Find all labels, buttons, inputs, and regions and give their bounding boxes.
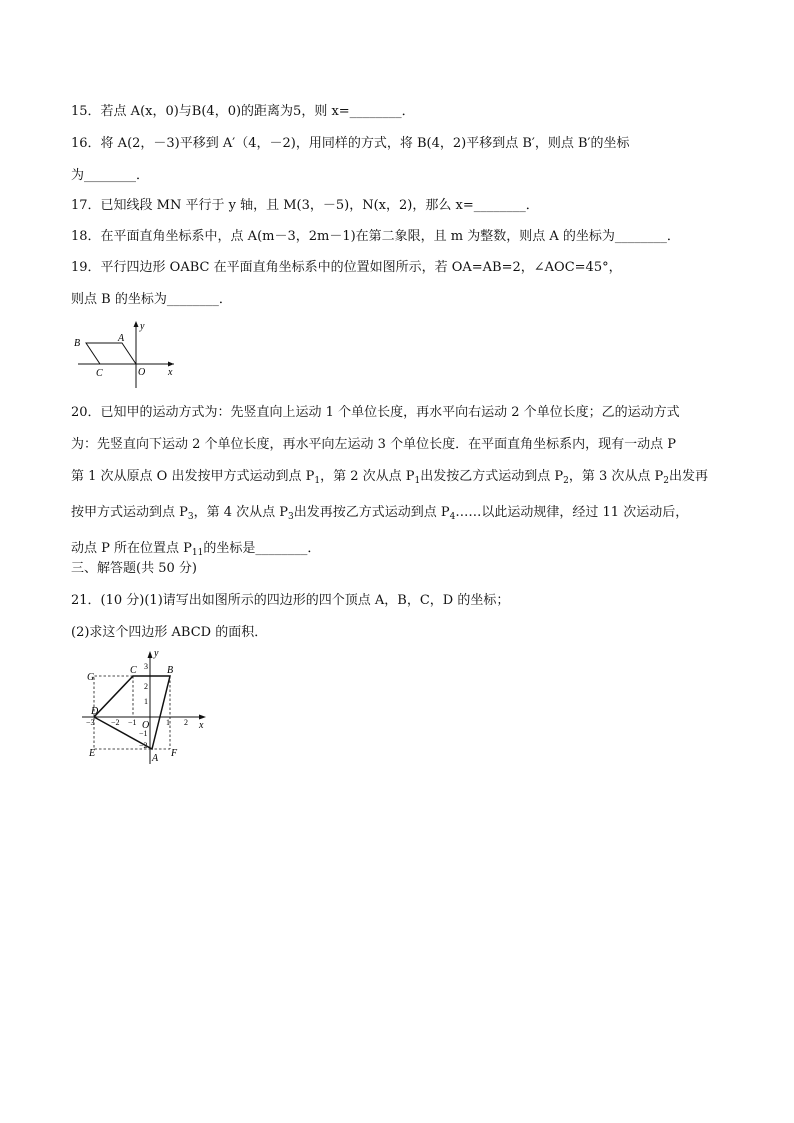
text-fragment: 出发按乙方式运动到点 P bbox=[420, 469, 564, 484]
question-21-line-2: (2)求这个四边形 ABCD 的面积． bbox=[71, 625, 268, 640]
subscript: 2 bbox=[663, 476, 670, 486]
tick-y-3: 3 bbox=[144, 662, 148, 671]
subscript: 2 bbox=[563, 476, 569, 486]
question-20-line-1: 20．已知甲的运动方式为：先竖直向上运动 1 个单位长度，再水平向右运动 2 个单位长度；乙的运动方式 bbox=[71, 405, 680, 420]
tick-x-neg1: −1 bbox=[128, 718, 137, 727]
quadrilateral-abcd bbox=[94, 676, 170, 749]
subscript: 3 bbox=[288, 512, 294, 522]
subscript: 1 bbox=[414, 476, 421, 486]
question-18 bbox=[71, 221, 680, 253]
subscript: 11 bbox=[191, 548, 204, 558]
label-A: A bbox=[152, 753, 159, 764]
question-19-line-2: 则点 B 的坐标为________． bbox=[71, 292, 232, 307]
subscript: 3 bbox=[187, 512, 194, 522]
text-fragment: 的坐标是________． bbox=[203, 541, 321, 556]
tick-x-neg2: −2 bbox=[111, 718, 120, 727]
text-fragment: ……以此运动规律，经过 11 次运动后， bbox=[455, 505, 689, 520]
question-20 bbox=[71, 397, 708, 569]
text-fragment: ，第 3 次从点 P bbox=[568, 469, 664, 484]
question-16-line-2: 为________． bbox=[71, 168, 150, 183]
question-15-text: 15．若点 A(x，0)与B(4，0)的距离为5，则 x=________． bbox=[71, 104, 415, 119]
question-17-text: 17．已知线段 MN 平行于 y 轴，且 M(3，－5)，N(x，2)，那么 x=________． bbox=[71, 198, 539, 213]
label-B: B bbox=[167, 665, 174, 676]
y-axis-arrow bbox=[134, 321, 139, 327]
text-fragment: 按甲方式运动到点 P bbox=[71, 505, 188, 520]
figure-19-parallelogram bbox=[74, 318, 184, 390]
question-21-line-1: 21．(10 分)(1)请写出如图所示的四边形的四个顶点 A，B，C，D 的坐标； bbox=[71, 593, 510, 608]
question-20-line-3 bbox=[71, 461, 708, 497]
subscript: 4 bbox=[449, 512, 456, 522]
label-y: y bbox=[140, 321, 145, 332]
text-fragment: 第 1 次从原点 O 出发按甲方式运动到点 P bbox=[71, 469, 315, 484]
tick-x-neg3: −3 bbox=[86, 718, 95, 727]
label-y: y bbox=[154, 648, 159, 659]
y-axis-arrow bbox=[148, 651, 153, 658]
question-16 bbox=[71, 128, 629, 192]
label-x: x bbox=[199, 720, 204, 731]
subscript: 1 bbox=[314, 476, 321, 486]
text-fragment: 出发再按乙方式运动到点 P bbox=[293, 505, 450, 520]
label-O: O bbox=[142, 720, 150, 731]
label-F: F bbox=[171, 748, 178, 759]
label-D: D bbox=[91, 706, 99, 717]
tick-y-1: 1 bbox=[144, 697, 148, 706]
label-C: C bbox=[130, 665, 137, 676]
question-20-line-4 bbox=[71, 497, 708, 533]
figure-21-quadrilateral bbox=[78, 648, 212, 768]
figure-21-svg bbox=[78, 648, 212, 768]
question-20-line-2: 为：先竖直向下运动 2 个单位长度，再水平向左运动 3 个单位长度．在平面直角坐标系内，现有一动点 P bbox=[71, 437, 676, 452]
x-axis-arrow bbox=[199, 715, 206, 720]
label-C: C bbox=[96, 368, 103, 379]
figure-19-svg bbox=[74, 318, 184, 390]
label-A: A bbox=[118, 333, 125, 344]
text-fragment: ，第 4 次从点 P bbox=[193, 505, 289, 520]
tick-y-neg2: −2 bbox=[139, 741, 148, 750]
question-16-line-1: 16．将 A(2，－3)平移到 A′（4，－2)，用同样的方式，将 B(4，2)平移到点 B′，则点 B′的坐标 bbox=[71, 136, 630, 151]
x-axis-arrow bbox=[168, 362, 174, 367]
tick-y-2: 2 bbox=[144, 682, 148, 691]
label-B: B bbox=[74, 338, 81, 349]
tick-x-1: 1 bbox=[166, 718, 170, 727]
question-19-line-1: 19．平行四边形 OABC 在平面直角坐标系中的位置如图所示，若 OA=AB=2，∠AOC=45°， bbox=[71, 260, 622, 275]
tick-y-neg1: −1 bbox=[139, 729, 148, 738]
question-19 bbox=[71, 252, 622, 316]
label-x: x bbox=[168, 367, 173, 378]
text-fragment: 动点 P 所在位置点 P bbox=[71, 541, 192, 556]
label-G: G bbox=[87, 672, 95, 683]
question-17 bbox=[71, 190, 539, 222]
label-O: O bbox=[138, 367, 146, 378]
question-18-text: 18．在平面直角坐标系中，点 A(m－3，2m－1)在第二象限，且 m 为整数，则点 A 的坐标为________． bbox=[71, 229, 680, 244]
section-3-heading bbox=[71, 553, 197, 585]
tick-x-2: 2 bbox=[184, 718, 188, 727]
section-3-title: 三、解答题(共 50 分) bbox=[71, 561, 197, 576]
text-fragment: ，第 2 次从点 P bbox=[320, 469, 415, 484]
question-15 bbox=[71, 96, 415, 128]
parallelogram-oabc bbox=[86, 343, 136, 364]
question-21 bbox=[71, 585, 509, 649]
label-E: E bbox=[89, 748, 96, 759]
text-fragment: 出发再 bbox=[669, 469, 709, 484]
